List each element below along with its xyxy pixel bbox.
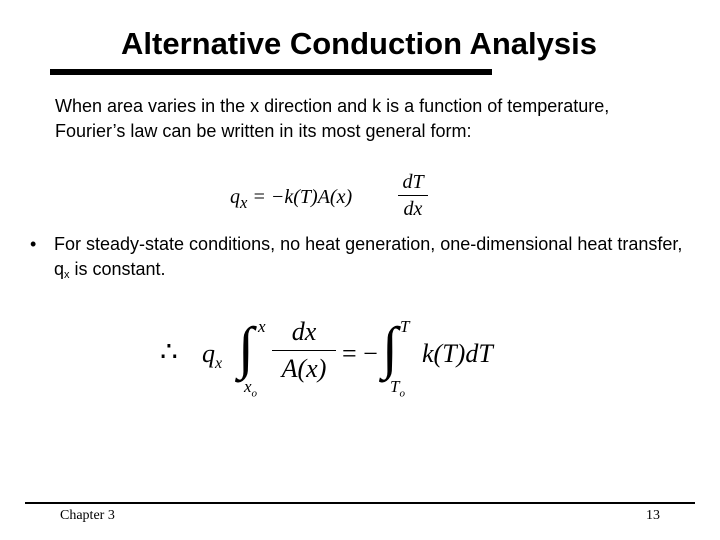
bullet-text <box>54 232 694 288</box>
equation1-fraction <box>398 170 428 221</box>
therefore-symbol: ∴ <box>160 337 178 368</box>
equation2-q <box>202 339 222 373</box>
bullet-text-part2: is constant. <box>69 259 166 279</box>
bullet-text-part1: For steady-state conditions, no heat generation, one-dimensional heat transfer, q <box>54 234 683 279</box>
footer-chapter: Chapter 3 <box>60 508 115 523</box>
integral-equation <box>160 315 540 400</box>
integral1-lower-x: x <box>244 377 252 396</box>
integral1-lower-sub: o <box>251 387 258 400</box>
fourier-law-equation <box>230 170 430 226</box>
integral1-upper-limit: x <box>258 317 266 336</box>
intro-line-1: When area varies in the x direction and k is a function of temperature, <box>55 96 610 116</box>
integral2-lower-t: T <box>390 377 400 396</box>
intro-line-2: Fourier’s law can be written in its most general form: <box>55 121 472 141</box>
equation1-q: q <box>230 186 240 208</box>
equation2-q-sub: x <box>215 355 223 373</box>
slide-title: Alternative Conduction Analysis <box>121 26 597 61</box>
integral-sign-2: ∫ <box>382 315 398 380</box>
bullet-subscript: x <box>64 269 70 281</box>
integral2-upper-limit: T <box>400 317 410 336</box>
equation1-q-sub: x <box>240 193 248 212</box>
equation2-q-letter: q <box>202 339 215 368</box>
bullet-icon: • <box>30 234 37 254</box>
intro-paragraph <box>55 94 695 144</box>
equation1-denominator: dx <box>403 198 423 220</box>
equation2-denominator: A(x) <box>281 354 327 383</box>
integral-sign-1: ∫ <box>238 315 254 380</box>
fraction-bar <box>272 350 336 351</box>
equation1-rhs: = −k(T)A(x) <box>247 186 353 208</box>
integral2-lower-sub: o <box>399 387 405 400</box>
equation1-lhs <box>230 186 352 213</box>
integral1-lower-limit <box>244 377 257 399</box>
equation2-rhs: k(T)dT <box>422 339 493 368</box>
fraction-bar <box>398 195 428 196</box>
equals-minus: = − <box>342 339 378 368</box>
integral2-lower-limit <box>390 377 405 399</box>
footer-page-number: 13 <box>646 508 660 523</box>
equation2-fraction <box>272 315 336 386</box>
equation1-numerator: dT <box>402 171 424 193</box>
footer-divider <box>25 502 695 504</box>
title-underline <box>50 69 492 75</box>
equation2-numerator: dx <box>291 317 317 346</box>
